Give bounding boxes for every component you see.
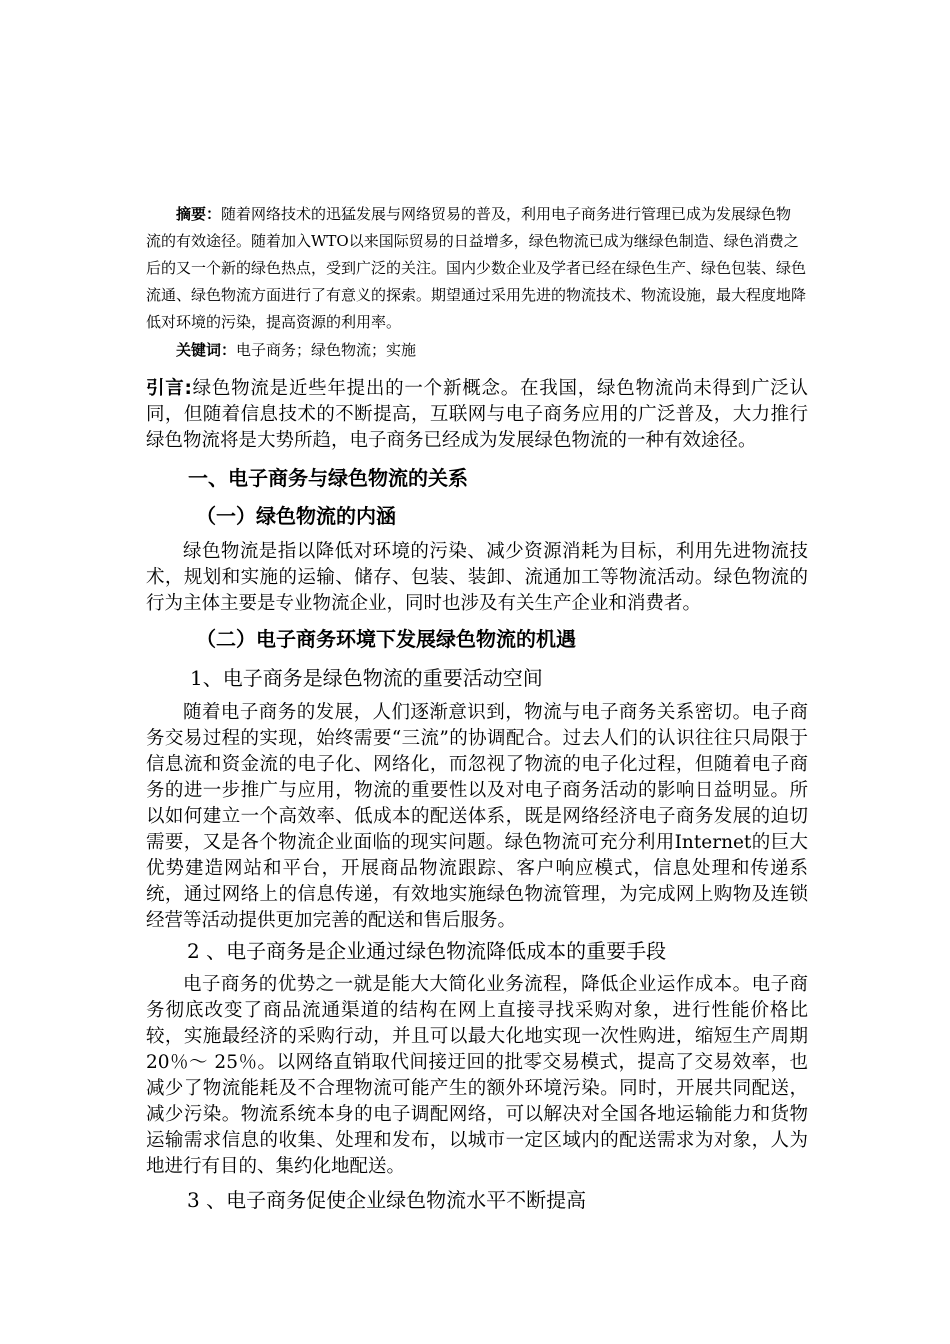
- item3-heading: 3 、电子商务促使企业绿色物流水平不断提高: [187, 1188, 587, 1212]
- item2-paragraph: 电子商务的优势之一就是能大大简化业务流程，降低企业运作成本。电子商务彻底改变了商品流通渠道的结构在网上直接寻找采购对象，进行性能价格比较，实施最经济的采购行动，并且可以最大化地实现一次性购进，缩短生产周期20％～ 25％。以网络直销取代间接迂回的批零交易模式，提高了交易效率，也减少了物流能耗及不合理物流可能产生的额外环境污染。同时，开展共同配送，减少污染。物流系统本身的电子调配网络，可以解决对全国各地运输能力和货物运输需求信息的收集、处理和发布，以城市一定区域内的配送需求为对象，人为地进行有目的、集约化地配送。: [146, 974, 808, 1177]
- intro-text: 绿色物流是近些年提出的一个新概念。在我国，绿色物流尚未得到广泛认同，但随着信息技术的不断提高，互联网与电子商务应用的广泛普及，大力推行绿色物流将是大势所趋，电子商务已经成为发展绿色物流的一种有效途径。: [146, 378, 808, 451]
- intro-paragraph: [146, 376, 808, 454]
- abstract-text: 随着网络技术的迅猛发展与网络贸易的普及，利用电子商务进行管理已成为发展绿色物流的有效途径。随着加入WTO以来国际贸易的日益增多，绿色物流已成为继绿色制造、绿色消费之后的又一个新的绿色热点，受到广泛的关注。国内少数企业及学者已经在绿色生产、绿色包装、绿色流通、绿色物流方面进行了有意义的探索。期望通过采用先进的物流技术、物流设施，最大程度地降低对环境的污染，提高资源的利用率。: [146, 205, 807, 331]
- abstract-paragraph: [146, 201, 806, 336]
- section1-heading: 一、电子商务与绿色物流的关系: [188, 466, 468, 490]
- item1-heading: 1、电子商务是绿色物流的重要活动空间: [190, 666, 543, 690]
- abstract-label: 摘要：: [176, 205, 222, 223]
- item2-heading: 2 、电子商务是企业通过绿色物流降低成本的重要手段: [187, 939, 667, 963]
- subsection1-heading: （一）绿色物流的内涵: [196, 504, 396, 528]
- item1-paragraph: 随着电子商务的发展，人们逐渐意识到，物流与电子商务关系密切。电子商务交易过程的实现，始终需要“三流”的协调配合。过去人们的认识往往只局限于信息流和资金流的电子化、网络化，而忽视了物流的电子化过程，但随着电子商务的进一步推广与应用，物流的重要性以及对电子商务活动的影响日益明显。所以如何建立一个高效率、低成本的配送体系，既是网络经济电子商务发展的迫切需要，又是各个物流企业面临的现实问题。绿色物流可充分利用Internet的巨大优势建造网站和平台，开展商品物流跟踪、客户响应模式，信息处理和传递系统，通过网络上的信息传递，有效地实施绿色物流管理，为完成网上购物及连锁经营等活动提供更加完善的配送和售后服务。: [146, 702, 808, 931]
- keywords-text: 电子商务；绿色物流；实施: [236, 341, 417, 359]
- subsection1-paragraph: 绿色物流是指以降低对环境的污染、减少资源消耗为目标，利用先进物流技术，规划和实施的运输、储存、包装、装卸、流通加工等物流活动。绿色物流的行为主体主要是专业物流企业，同时也涉及有关生产企业和消费者。: [146, 541, 808, 614]
- intro-label: 引言:: [146, 378, 192, 399]
- keywords-label: 关键词：: [176, 341, 237, 359]
- subsection2-heading: （二）电子商务环境下发展绿色物流的机遇: [196, 627, 576, 651]
- keywords-line: [176, 339, 416, 361]
